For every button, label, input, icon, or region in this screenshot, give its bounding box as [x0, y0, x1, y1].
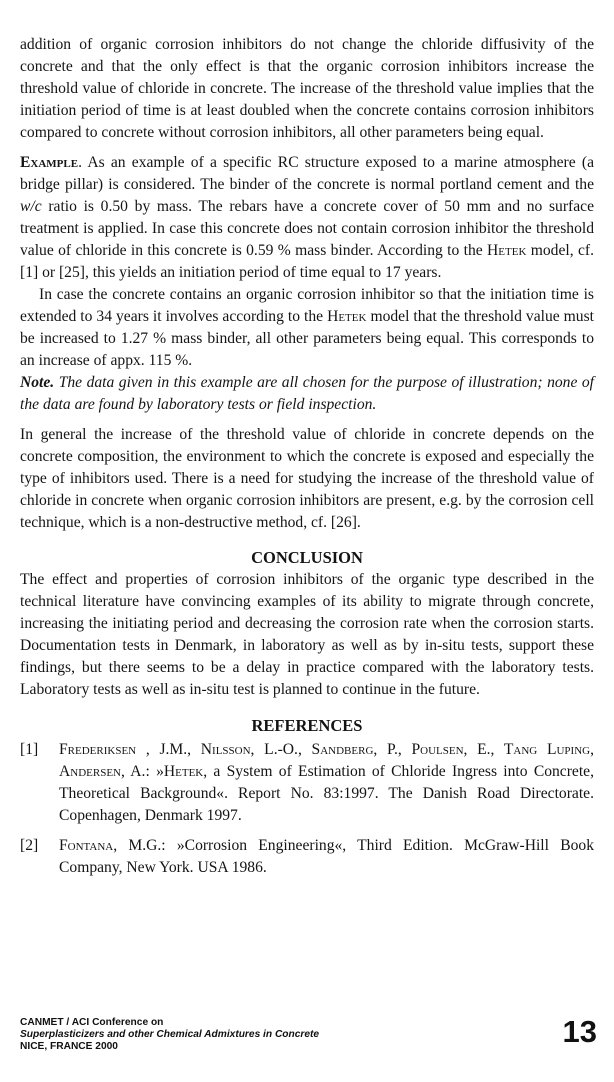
hetek-term: Hetek [163, 763, 204, 780]
footer-conference: CANMET / ACI Conference on [20, 1017, 164, 1028]
reference-number: [1] [20, 741, 39, 758]
page-number: 13 [562, 1014, 597, 1049]
paragraph-general: In general the increase of the threshold value of chloride in concrete depends on the concrete composition, the environment to which the concrete is exposed and especially the type of inhibitors used. There is a need for studying the increase of the threshold value of chloride in concrete when organic corrosion inhibitors are present, e.g. by the corrosion cell technique, which is a non-destructive method, cf. [26]. [20, 426, 594, 531]
footer-location: NICE, FRANCE 2000 [20, 1041, 118, 1052]
reference-rest: , a System of Estimation of Chloride Ingress into Concrete, Theoretical Background«. Report No. 83:1997. The Danish Road Directorate. Copenhagen, Denmark 1997. [59, 763, 594, 824]
references-heading: REFERENCES [251, 716, 363, 735]
paragraph-inhibitor-case [20, 284, 594, 372]
hetek-term: Hetek [487, 242, 527, 259]
reference-open-quote: » [149, 763, 164, 780]
case-text-b: model that the threshold value must be increased to 1.27 % mass binder, all other parameters being equal. This corresponds to an increase of appx. 115 %. [20, 308, 594, 369]
reference-authors: Frederiksen , J.M., Nilsson, L.-O., Sandberg, P., Poulsen, E., Tang Luping, Andersen, A.: [59, 741, 594, 780]
paragraph-example [20, 152, 594, 284]
wc-ratio-term: w/c [20, 198, 42, 215]
note-paragraph [20, 372, 594, 416]
case-text-a: In case the concrete contains an organic corrosion inhibitor so that the initiation time is extended to 34 years it involves according to the [20, 286, 594, 325]
example-text-c: model, cf. [1] or [25], this yields an initiation period of time equal to 17 years. [20, 242, 594, 281]
hetek-term: Hetek [327, 308, 367, 325]
example-text-a: . As an example of a specific RC structure exposed to a marine atmosphere (a bridge pillar) is considered. The binder of the concrete is normal portland cement and the [20, 154, 594, 193]
reference-item [20, 835, 594, 879]
note-label: Note. [20, 374, 55, 391]
reference-text [59, 739, 594, 827]
reference-item [20, 739, 594, 827]
reference-rest: , M.G.: »Corrosion Engineering«, Third Edition. McGraw-Hill Book Company, New York. USA 1986. [59, 837, 594, 876]
footer-conference-title: Superplasticizers and other Chemical Admixtures in Concrete [20, 1029, 320, 1040]
example-text-b: ratio is 0.50 by mass. The rebars have a concrete cover of 50 mm and no surface treatment is applied. In case this concrete does not contain corrosion inhibitor the threshold value of chloride in this concrete is 0.59 % mass binder. According to the [20, 198, 594, 259]
page-body [20, 34, 594, 879]
page-footer [20, 1017, 319, 1053]
conclusion-heading: CONCLUSION [251, 548, 363, 567]
reference-authors: Fontana [59, 837, 114, 854]
note-text: The data given in this example are all chosen for the purpose of illustration; none of the data are found by laboratory tests or field inspection. [20, 374, 594, 413]
reference-number: [2] [20, 837, 39, 854]
paragraph-intro: addition of organic corrosion inhibitors do not change the chloride diffusivity of the concrete and that the only effect is that the organic corrosion inhibitors increase the threshold value of chloride in concrete. The increase of the threshold value implies that the initiation period of time is at least doubled when the concrete contains corrosion inhibitors compared to concrete without corrosion inhibitors, all other parameters being equal. [20, 36, 594, 141]
reference-text [59, 835, 594, 879]
example-label: Example [20, 154, 79, 171]
conclusion-text: The effect and properties of corrosion inhibitors of the organic type described in the technical literature have convincing examples of its ability to migrate through concrete, increasing the initiating period and decreasing the corrosion rate when the corrosion starts. Documentation tests in Denmark, in laboratory as well as by in-situ tests, support these findings, but there seems to be a delay in practice compared with the laboratory tests. Laboratory tests as well as in-situ test is planned to continue in the future. [20, 571, 594, 698]
